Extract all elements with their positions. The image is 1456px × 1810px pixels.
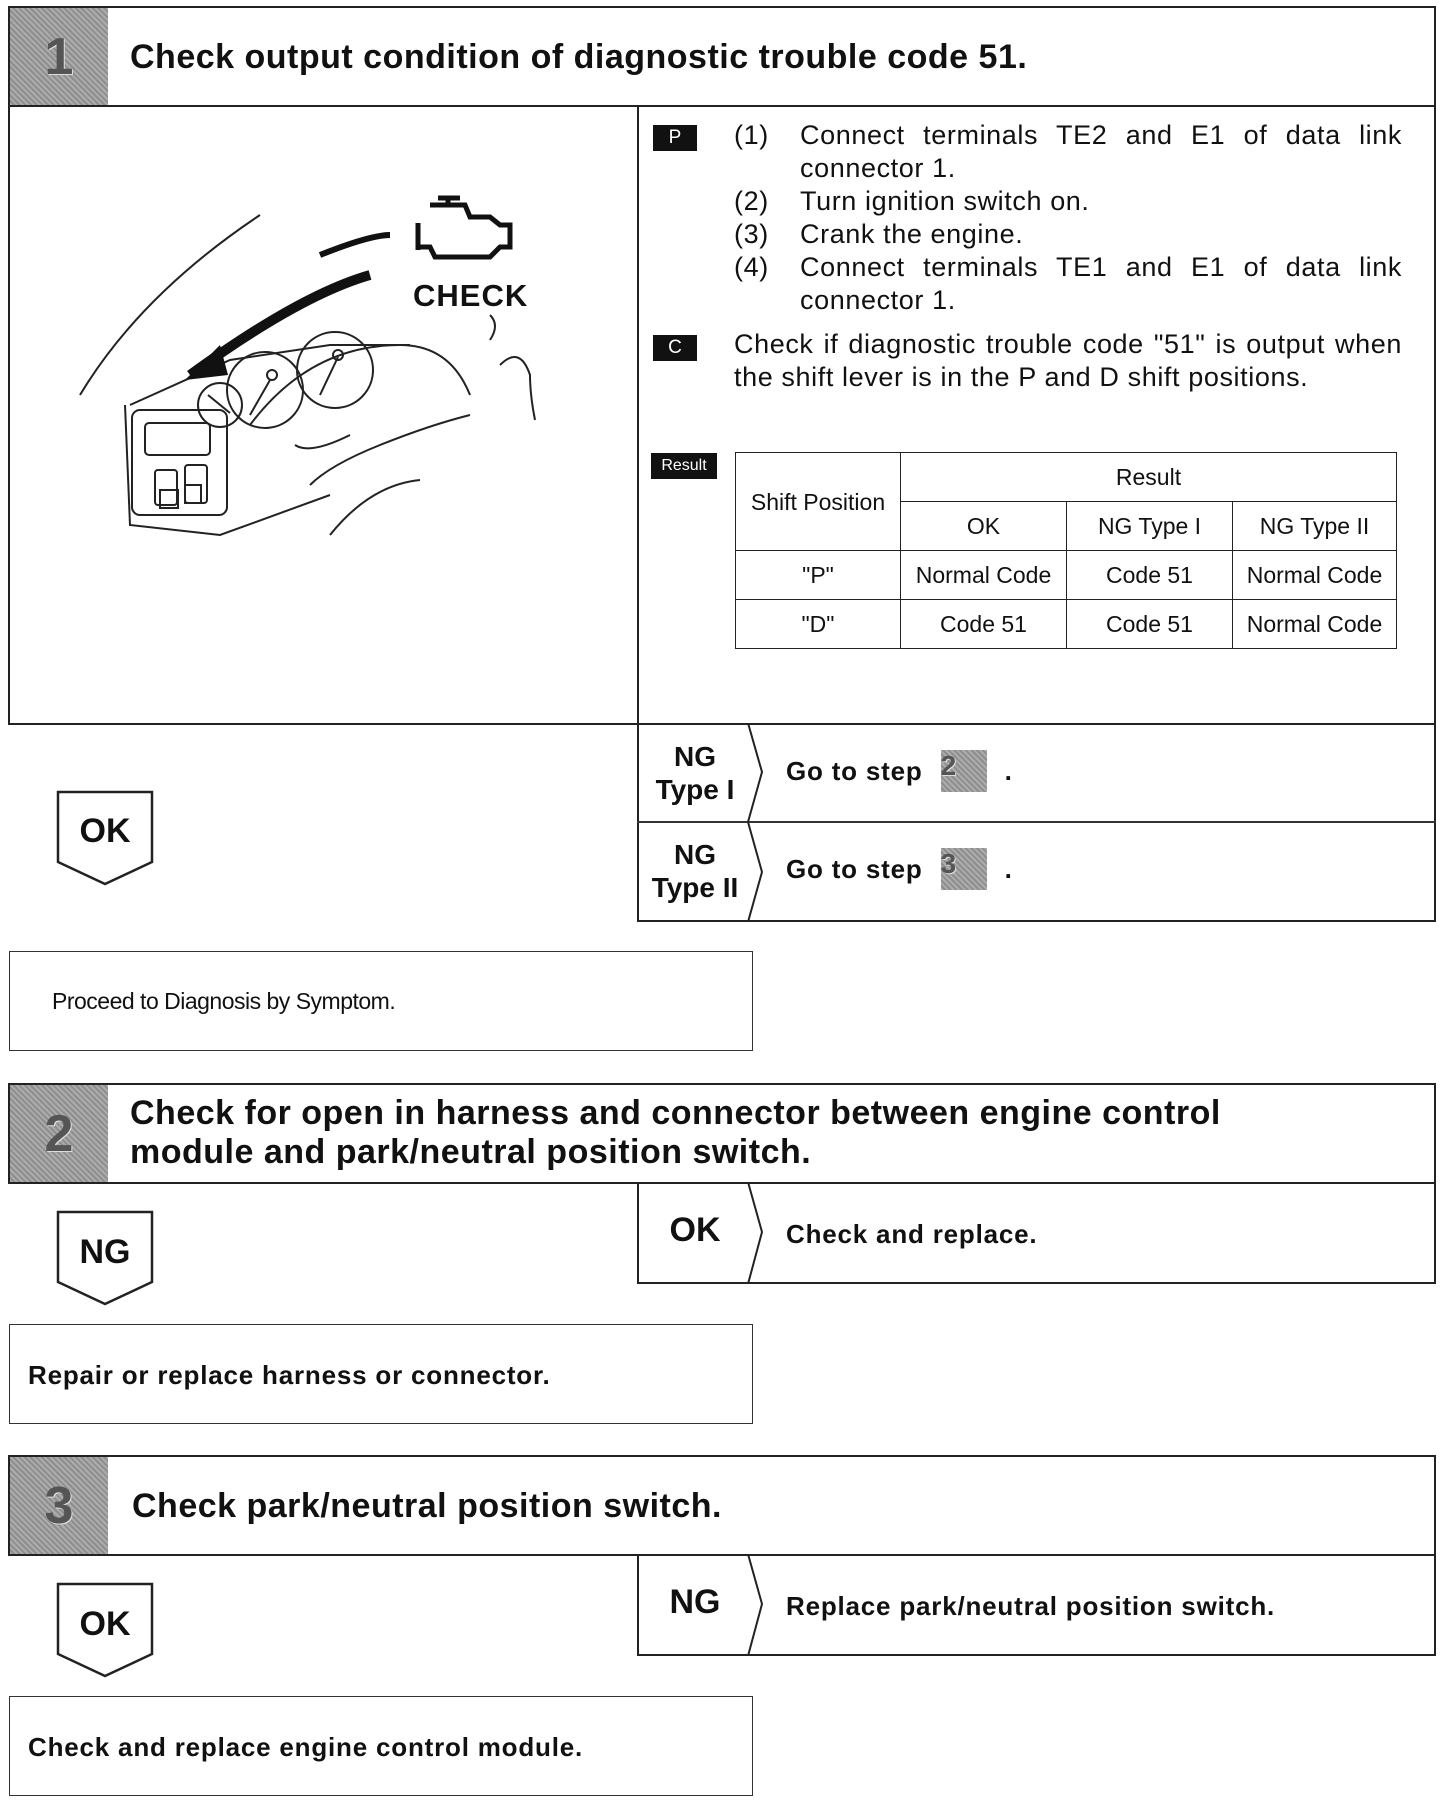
step1-title: Check output condition of diagnostic trouble code 51. bbox=[130, 38, 1028, 76]
dashboard-illustration bbox=[70, 195, 550, 555]
step2-title: Check for open in harness and connector between engine control module and park/neutral position switch. bbox=[130, 1094, 1221, 1171]
step2-ok-branch-label: OK bbox=[669, 1211, 721, 1249]
step3-ok-label: OK bbox=[79, 1605, 131, 1643]
step3-ng-branch-label: NG bbox=[669, 1583, 721, 1621]
table-header-shift-position: Shift Position bbox=[736, 453, 901, 551]
prep-item: (4) Connect terminals TE1 and E1 of data link connector 1. bbox=[734, 252, 1402, 315]
check-text: Check if diagnostic trouble code "51" is output when the shift lever is in the P and D shift positions. bbox=[734, 329, 1402, 392]
step1-next-action: Proceed to Diagnosis by Symptom. bbox=[52, 988, 396, 1014]
step2-branch-action: Check and replace. bbox=[786, 1219, 1038, 1249]
branch-ng-type1-label: NG Type I bbox=[655, 741, 735, 805]
branch-ng-type1-action: Go to step 2 . bbox=[786, 750, 1013, 792]
step1-number: 1 bbox=[10, 8, 108, 105]
prep-item: (2) Turn ignition switch on. bbox=[734, 186, 1090, 216]
prep-tag: P bbox=[653, 125, 697, 151]
step1-divider bbox=[637, 105, 639, 725]
branch-ng-type2-label: NG Type II bbox=[651, 839, 739, 903]
check-tag: C bbox=[653, 335, 697, 361]
step3-title: Check park/neutral position switch. bbox=[132, 1487, 722, 1525]
table-row: "P" Normal Code Code 51 Normal Code bbox=[736, 551, 1397, 600]
branch-ng-type2-action: Go to step 3 . bbox=[786, 848, 1013, 890]
goto-step3-link[interactable]: 3 bbox=[941, 848, 987, 890]
step3-number: 3 bbox=[10, 1457, 108, 1554]
step2-ng-label: NG bbox=[79, 1233, 131, 1271]
prep-list bbox=[734, 119, 1402, 317]
result-tag: Result bbox=[651, 453, 717, 479]
step2-next-action: Repair or replace harness or connector. bbox=[28, 1360, 551, 1390]
table-row: "D" Code 51 Code 51 Normal Code bbox=[736, 600, 1397, 649]
step3-branch-action: Replace park/neutral position switch. bbox=[786, 1591, 1276, 1621]
step3-next-action: Check and replace engine control module. bbox=[28, 1732, 584, 1762]
prep-item: (3) Crank the engine. bbox=[734, 219, 1024, 249]
step2-number: 2 bbox=[10, 1085, 108, 1182]
step1-ok-label: OK bbox=[79, 812, 131, 850]
table-col-ok: OK bbox=[901, 502, 1067, 551]
result-table bbox=[735, 452, 1397, 649]
check-engine-label: CHECK bbox=[413, 278, 529, 313]
table-col-ng1: NG Type I bbox=[1067, 502, 1233, 551]
goto-step2-link[interactable]: 2 bbox=[941, 750, 987, 792]
prep-item: (1) Connect terminals TE2 and E1 of data link connector 1. bbox=[734, 120, 1402, 183]
table-header-result: Result bbox=[901, 453, 1397, 502]
table-col-ng2: NG Type II bbox=[1233, 502, 1397, 551]
